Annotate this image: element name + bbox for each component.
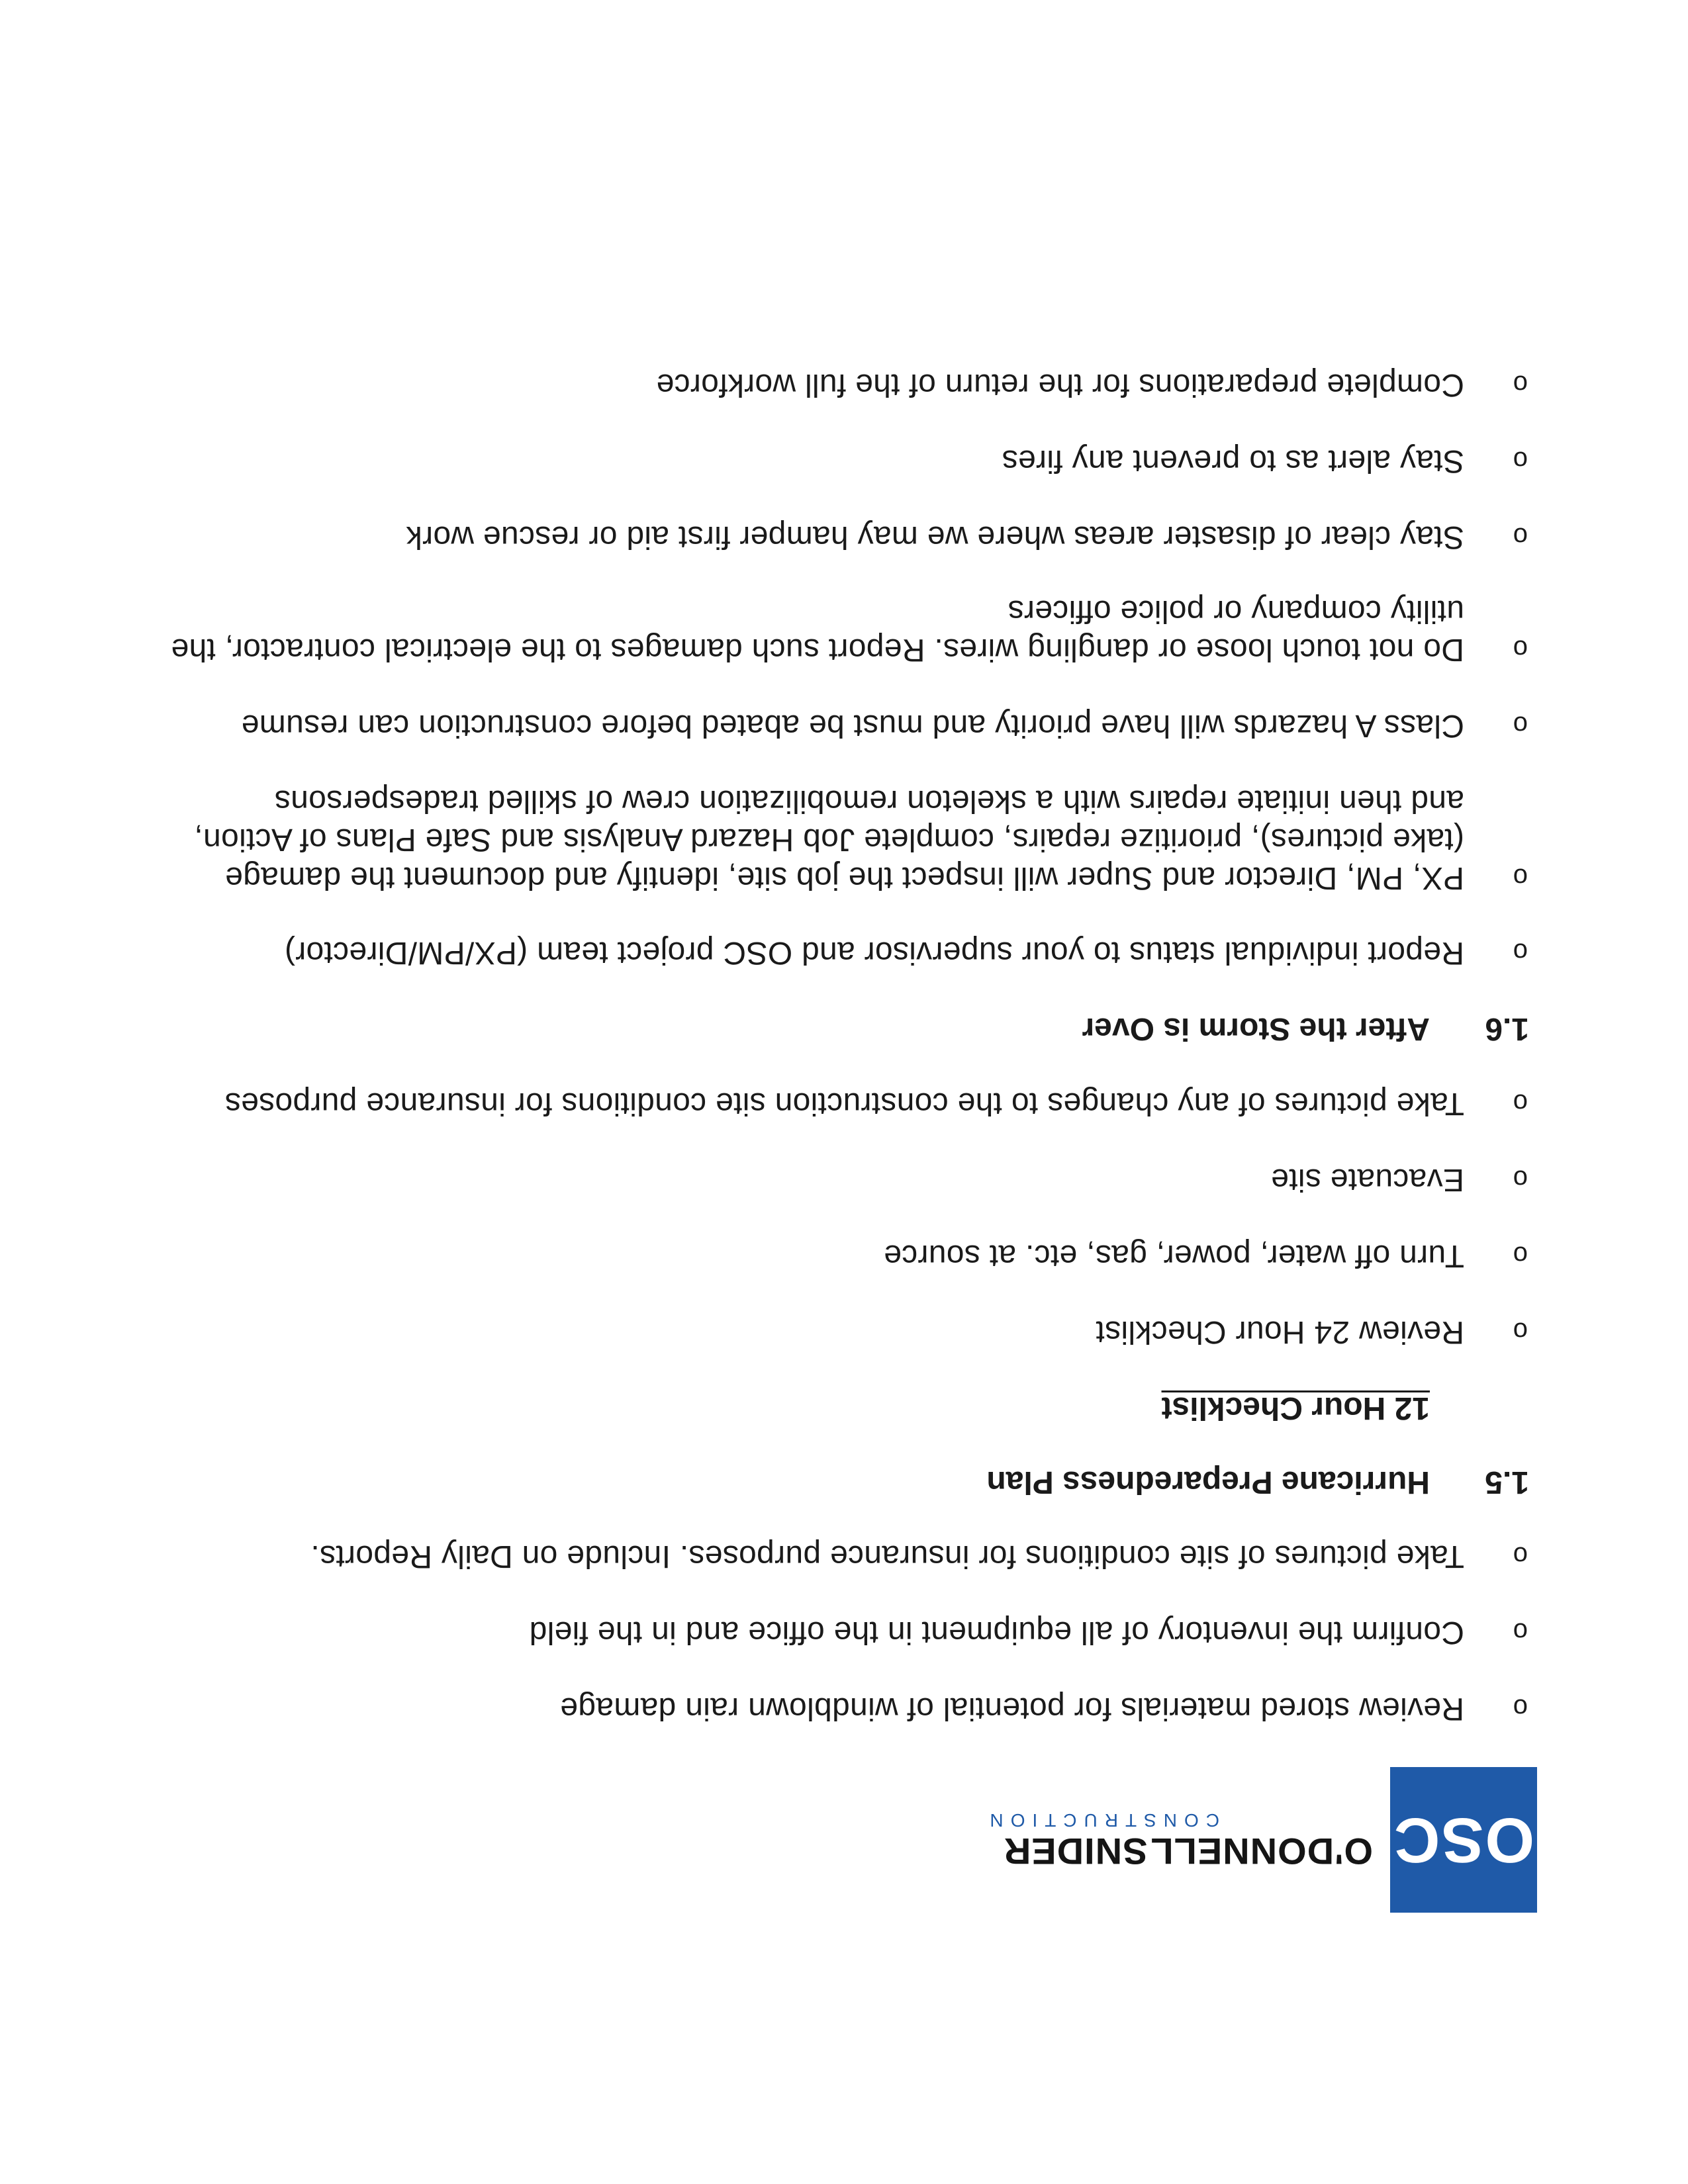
bullet-marker: o	[1513, 1089, 1528, 1118]
bullet-marker: o	[1513, 1317, 1528, 1346]
list-item-text: Take pictures of any changes to the construction site conditions for insurance purposes	[224, 1086, 1464, 1121]
list-item	[154, 1312, 1529, 1351]
logo-name-part2: SNIDER	[1003, 1831, 1148, 1872]
list-item-text: Report individual status to your supervisor and OSC project team (PX/PM/Director)	[284, 935, 1464, 970]
bullet-marker: o	[1513, 635, 1528, 664]
list-item-text: PX, PM, Director and Super will inspect the job site, identify and document the damage (take pictures), prioritize repairs, complete Job Hazard Analysis and Safe Plans of Action, and then initiate repairs with a skeleton remobilization crew of skilled tradespersons	[194, 784, 1464, 895]
list-item-text: Confirm the inventory of all equipment in the office and in the field	[529, 1615, 1464, 1650]
section-heading-1-6	[1082, 1009, 1529, 1048]
list-item	[154, 1689, 1529, 1727]
list-item	[154, 706, 1529, 745]
logo-mark-text: OSC	[1392, 1805, 1535, 1876]
list-item-text: Take pictures of site conditions for insurance purposes. Include on Daily Reports.	[310, 1539, 1464, 1574]
section-number: 1.6	[1485, 1011, 1529, 1046]
bullet-marker: o	[1513, 446, 1528, 475]
list-item-text: Review 24 Hour Checklist	[1096, 1314, 1464, 1349]
list-item	[154, 592, 1529, 668]
osc-logo-mark	[1390, 1767, 1537, 1913]
section-title: Hurricane Preparedness Plan	[986, 1465, 1430, 1500]
list-item-text: Turn off water, power, gas, etc. at source	[883, 1238, 1464, 1273]
list-item-text: Stay alert as to prevent any fires	[1002, 443, 1464, 478]
bullet-marker: o	[1513, 711, 1528, 740]
list-item	[154, 933, 1529, 972]
logo-company-name	[982, 1832, 1373, 1870]
bullet-marker: o	[1513, 1241, 1528, 1270]
list-item-text: Stay clear of disaster areas where we may hamper first aid or rescue work	[406, 520, 1464, 555]
bullet-marker: o	[1513, 1617, 1528, 1647]
list-item	[154, 1160, 1529, 1199]
list-item	[154, 441, 1529, 480]
company-logo	[982, 1767, 1537, 1913]
bullet-marker: o	[1513, 370, 1528, 399]
section-number: 1.5	[1485, 1465, 1529, 1500]
bullet-marker: o	[1513, 522, 1528, 551]
list-item	[154, 1537, 1529, 1575]
list-item	[154, 518, 1529, 556]
section-heading-1-5	[986, 1463, 1529, 1501]
list-item	[154, 1084, 1529, 1122]
list-item-text: Complete preparations for the return of the full workforce	[656, 367, 1464, 402]
list-item-text: Evacuate site	[1270, 1162, 1464, 1197]
bullet-marker: o	[1513, 863, 1528, 892]
subheading-12-hour-checklist: 12 Hour Checklist	[1161, 1390, 1430, 1426]
list-item	[154, 1236, 1529, 1275]
logo-subtitle: CONSTRUCTION	[982, 1810, 1219, 1831]
list-item	[154, 365, 1529, 404]
bullet-marker: o	[1513, 1541, 1528, 1570]
logo-wordmark	[982, 1809, 1373, 1870]
list-item	[154, 1613, 1529, 1651]
bullet-marker: o	[1513, 1165, 1528, 1194]
list-item-text: Class A hazards will have priority and must be abated before construction can resume	[241, 708, 1464, 743]
list-item-text: Review stored materials for potential of windblown rain damage	[560, 1691, 1464, 1726]
bullet-marker: o	[1513, 1694, 1528, 1723]
list-item	[154, 782, 1529, 897]
section-title: After the Storm is Over	[1082, 1011, 1430, 1046]
bullet-marker: o	[1513, 938, 1528, 967]
list-item-text: Do not touch loose or dangling wires. Report such damages to the electrical contractor, the utility company or police officers	[171, 594, 1464, 667]
logo-name-part1: O'DONNELL	[1150, 1831, 1373, 1872]
